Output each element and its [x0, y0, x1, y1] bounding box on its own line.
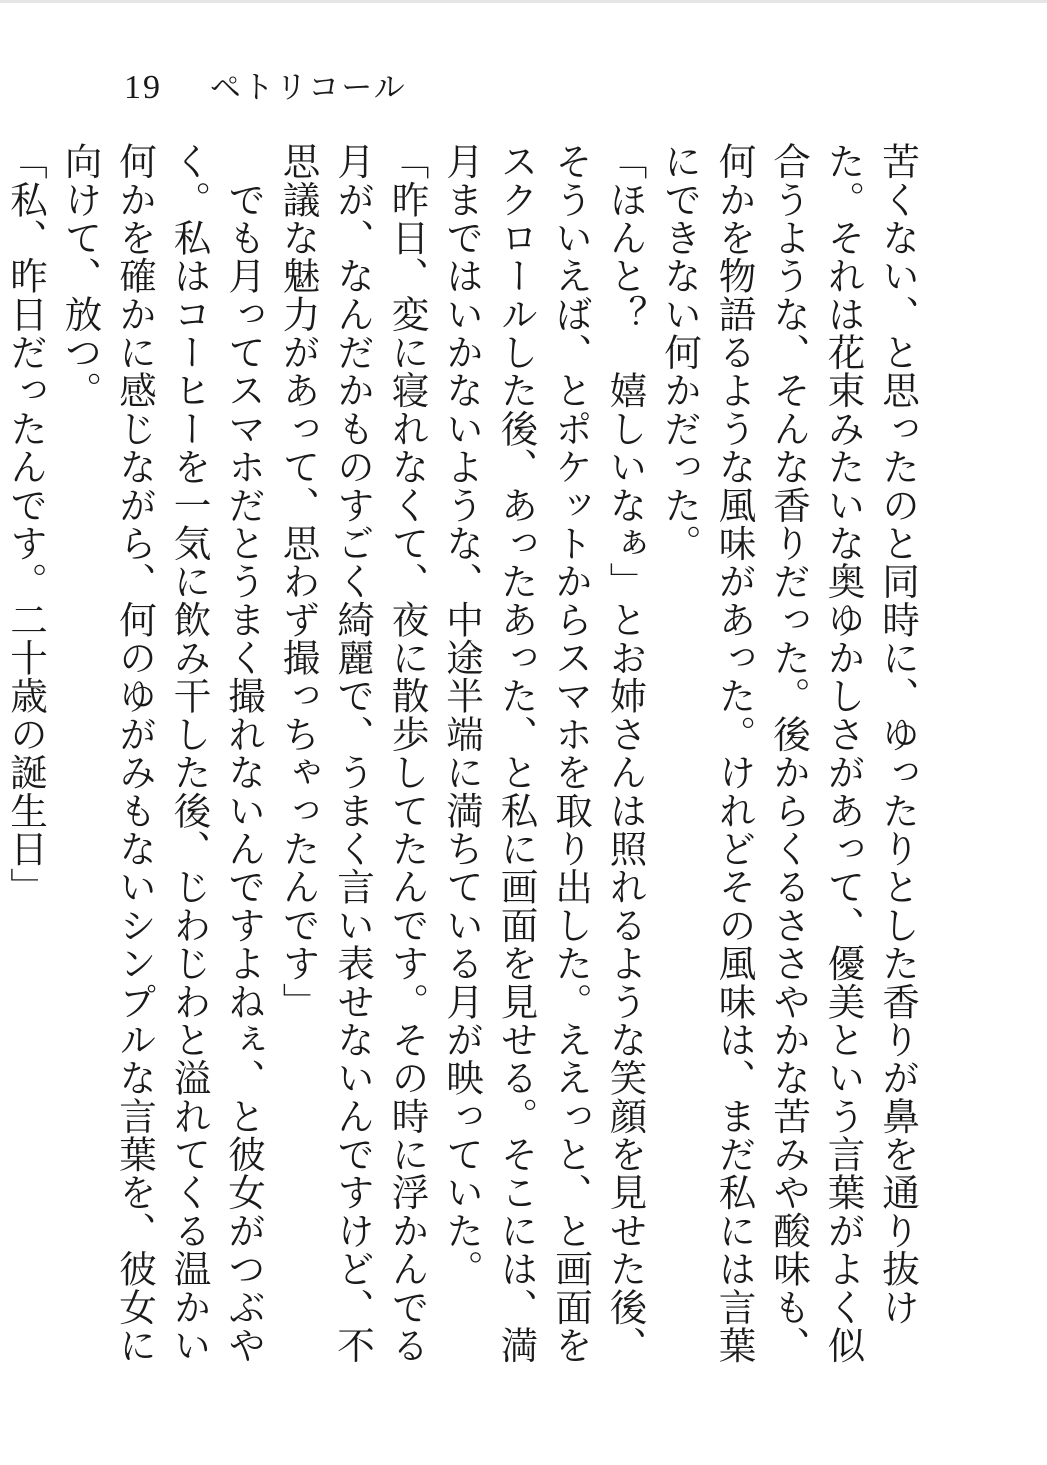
paragraph: 苦くない、と思ったのと同時に、ゆったりとした香りが鼻を通り抜けた。それは花束みたいな奥ゆかしさがあって、優美という言葉がよく似合うような、そんな香りだった。後からくるささやかな苦みや酸味も、何かを物語るような風味があった。けれどその風味は、まだ私には言葉にできない何かだった。 [658, 142, 920, 1365]
paragraph: 「昨日、変に寝れなくて、夜に散歩してたんです。その時に浮かんでる月が、なんだかものすごく綺麗で、うまく言い表せないんですけど、不思議な魅力があって、思わず撮っちゃったんです」 [276, 142, 430, 1365]
paragraph: 「私、昨日だったんです。二十歳の誕生日」 [4, 142, 48, 906]
paragraph: 「ほんと？ 嬉しいなぁ」とお姉さんは照れるような笑顔を見せた後、そういえば、とポケットからスマホを取り出した。ええっと、と画面をスクロールした後、あったあった、と私に画面を見せる。そこには、満月まではいかないような、中途半端に満ちている月が映っていた。 [440, 142, 648, 1365]
top-divider [0, 0, 1047, 3]
chapter-header [124, 66, 407, 110]
vertical-body-text [4, 142, 925, 1372]
chapter-title: ペトリコール [209, 70, 407, 106]
chapter-number: 19 [124, 69, 162, 106]
paragraph: でも月ってスマホだとうまく撮れないんですよねぇ、と彼女がつぶやく。私はコーヒーを一気に飲み干した後、じわじわと溢れてくる温かい何かを確かに感じながら、何のゆがみもないシンプルな言葉を、彼女に向けて、放つ。 [58, 142, 266, 1365]
